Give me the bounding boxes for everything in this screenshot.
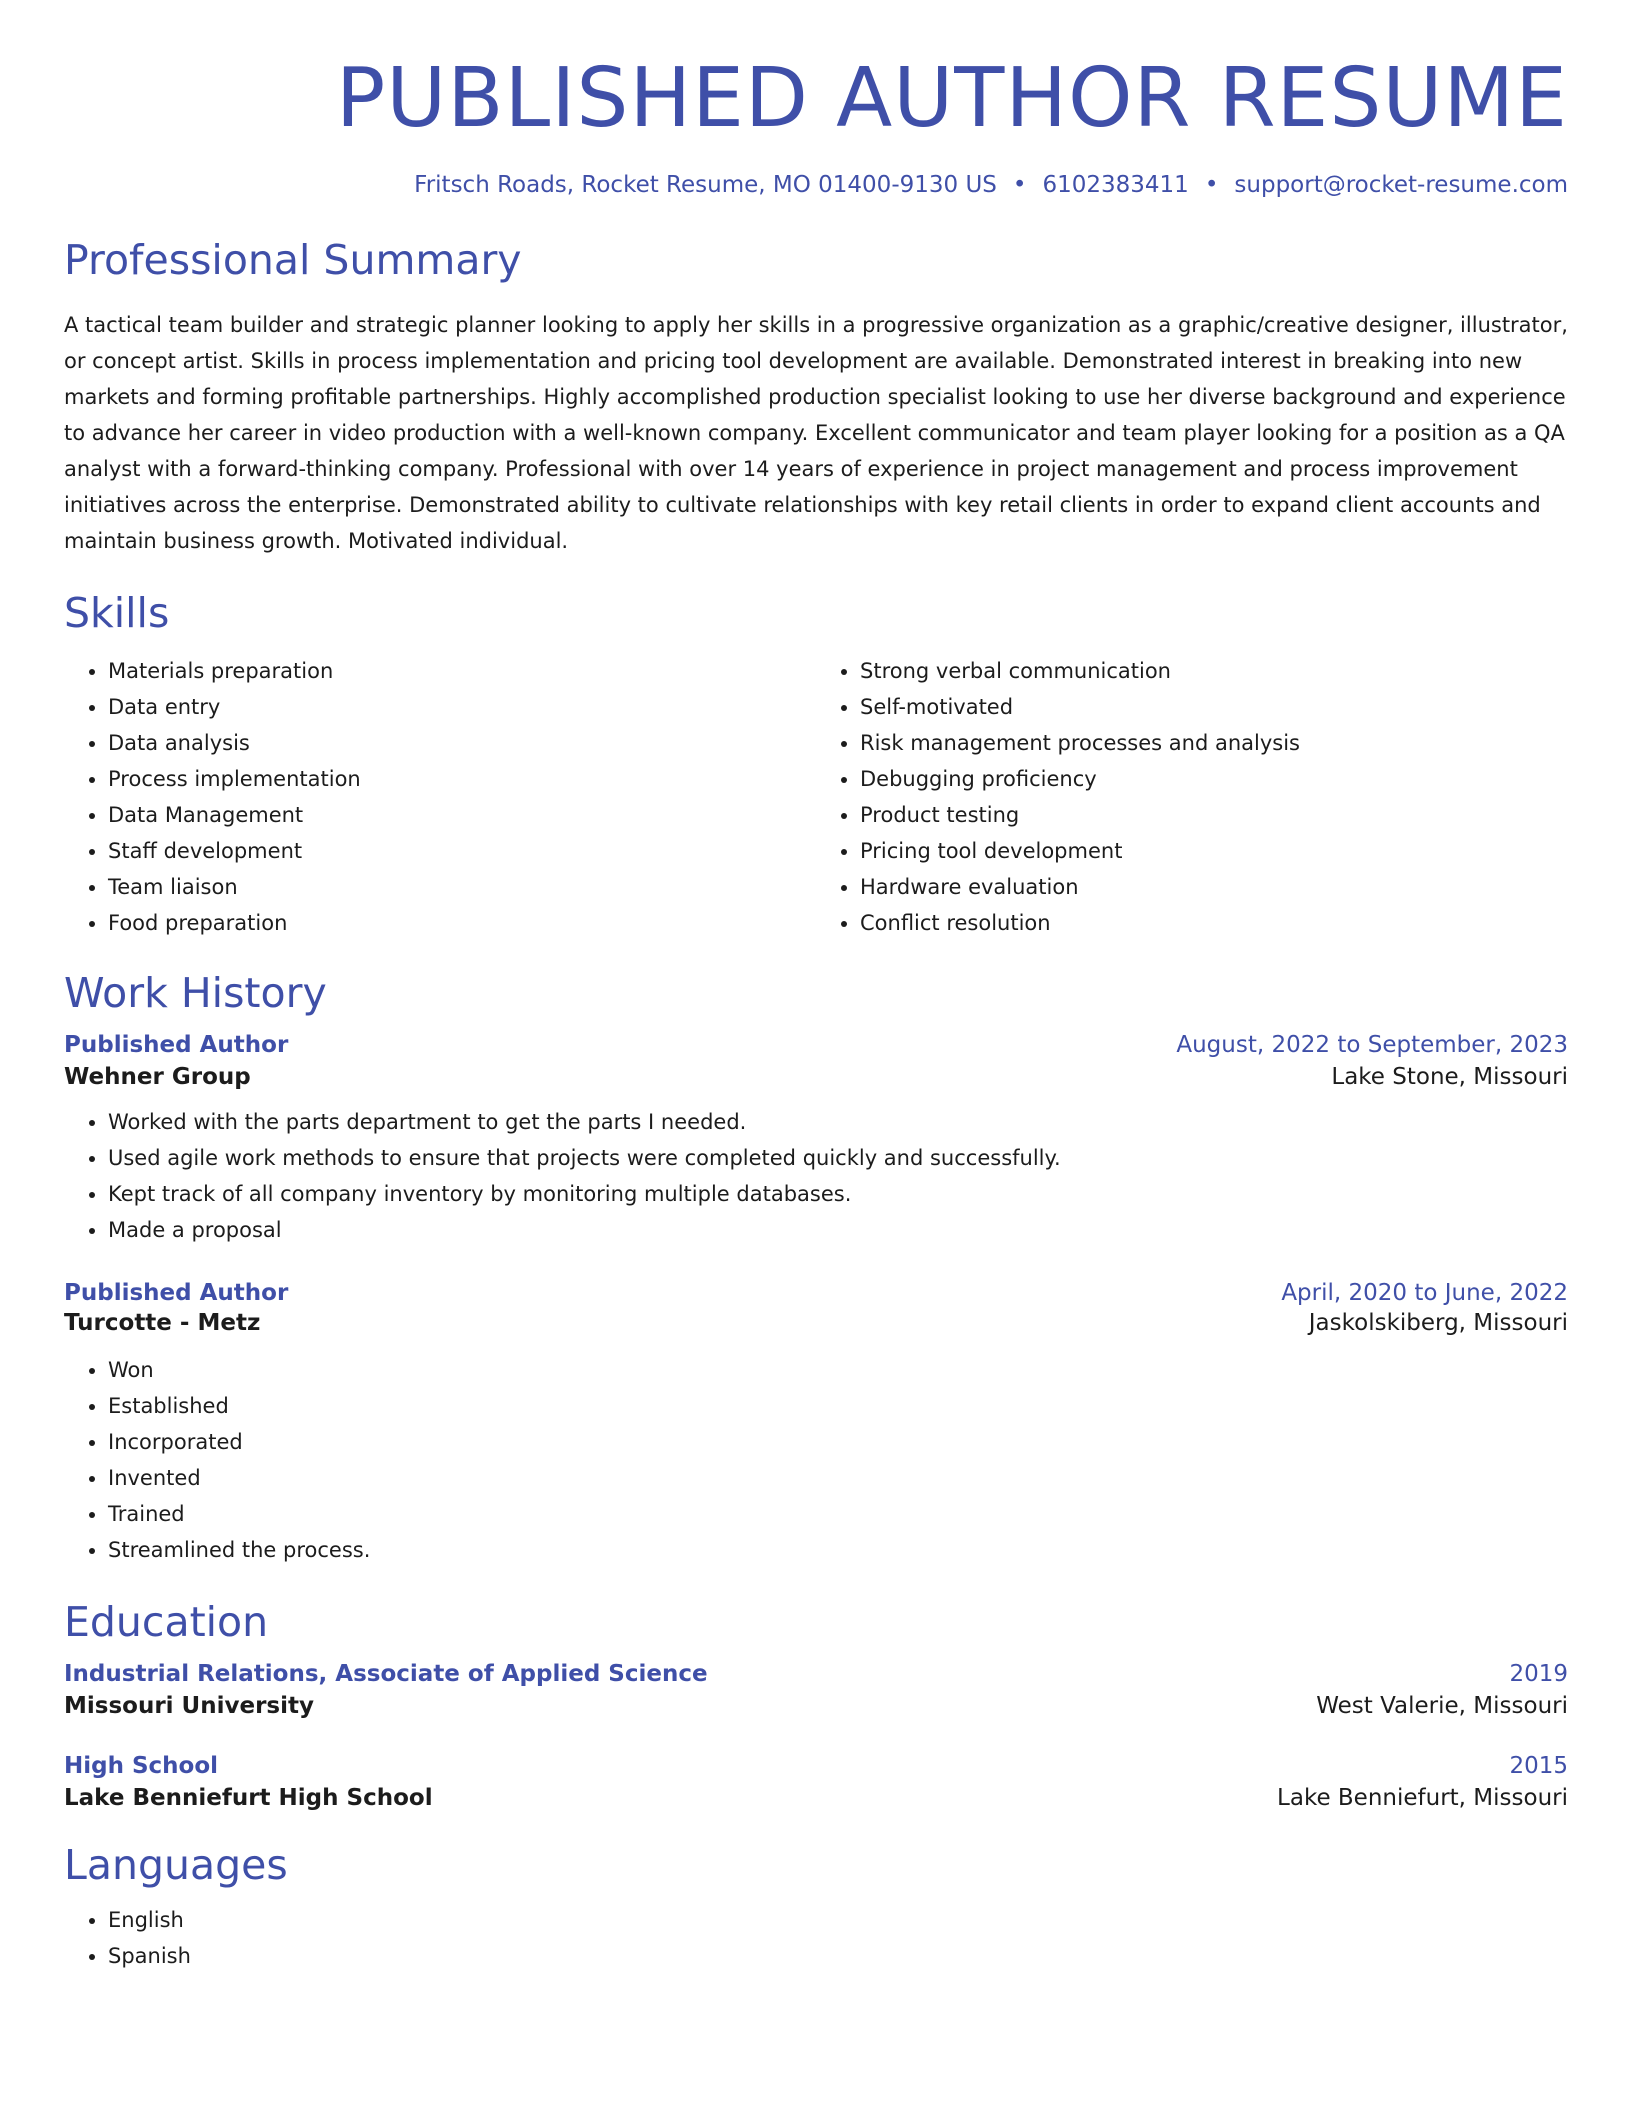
- job-company-row: [64, 1064, 1568, 1090]
- skills-list-right: [816, 653, 1568, 941]
- contact-line: [64, 172, 1568, 198]
- job-company: Turcotte - Metz: [64, 1309, 261, 1336]
- skills-columns: [64, 653, 1568, 941]
- resume-title: PUBLISHED AUTHOR RESUME: [335, 51, 1568, 146]
- job-title: Published Author: [64, 1279, 289, 1306]
- education-school-row: [64, 1693, 1568, 1719]
- contact-separator: •: [1204, 172, 1219, 199]
- language-item: • English: [108, 1902, 1568, 1938]
- education-school: Lake Benniefurt High School: [64, 1784, 433, 1811]
- job-company-row: [64, 1310, 1568, 1336]
- education-year: 2019: [1509, 1660, 1568, 1687]
- work-heading: Work History: [64, 968, 327, 1017]
- job-location: Jaskolskiberg, Missouri: [1308, 1309, 1568, 1336]
- education-degree: Industrial Relations, Associate of Applied Science: [64, 1660, 708, 1687]
- skills-list-left: [64, 653, 816, 941]
- job-bullet: • Incorporated: [108, 1424, 1568, 1460]
- summary-text: A tactical team builder and strategic planner looking to apply her skills in a progressive organization as a graphic/creative designer, illustrator, or concept artist. Skills in process implementation and pricing tool development are available. Demonstrated interest in breaking into new markets and forming profitable partnerships. Highly accomplished production specialist looking to use her diverse background and experience to advance her career in video production with a well-known company. Excellent communicator and team player looking for a position as a QA analyst with a forward-thinking company. Professional with over 14 years of experience in project management and process improvement initiatives across the enterprise. Demonstrated ability to cultivate relationships with key retail clients in order to expand client accounts and maintain business growth. Motivated individual.: [64, 313, 1568, 554]
- skill-item: • Self-motivated: [860, 689, 1568, 725]
- education-header-row: [64, 1753, 1568, 1779]
- job-bullets: [64, 1352, 1568, 1568]
- skill-item: • Strong verbal communication: [860, 653, 1568, 689]
- job-bullet: • Won: [108, 1352, 1568, 1388]
- languages-heading: Languages: [64, 1840, 288, 1889]
- skill-item: • Data entry: [108, 689, 816, 725]
- education-heading: Education: [64, 1597, 269, 1646]
- contact-email[interactable]: support@rocket-resume.com: [1234, 172, 1568, 199]
- education-location: Lake Benniefurt, Missouri: [1277, 1784, 1568, 1811]
- skill-item: • Product testing: [860, 797, 1568, 833]
- job-dates: April, 2020 to June, 2022: [1281, 1279, 1568, 1306]
- job-bullet: • Used agile work methods to ensure that projects were completed quickly and successfully.: [108, 1140, 1568, 1176]
- job-entry: [64, 1280, 1568, 1568]
- job-bullet: • Established: [108, 1388, 1568, 1424]
- skill-item: • Food preparation: [108, 905, 816, 941]
- education-header-row: [64, 1661, 1568, 1687]
- job-company: Wehner Group: [64, 1063, 251, 1090]
- job-header-row: [64, 1280, 1568, 1306]
- job-entry: [64, 1032, 1568, 1248]
- education-school-row: [64, 1785, 1568, 1811]
- education-location: West Valerie, Missouri: [1316, 1692, 1568, 1719]
- job-title: Published Author: [64, 1031, 289, 1058]
- education-school: Missouri University: [64, 1692, 314, 1719]
- job-bullet: • Invented: [108, 1460, 1568, 1496]
- skill-item: • Data Management: [108, 797, 816, 833]
- skill-item: • Risk management processes and analysis: [860, 725, 1568, 761]
- job-bullet: • Trained: [108, 1496, 1568, 1532]
- contact-phone: 6102383411: [1042, 172, 1189, 199]
- skills-heading: Skills: [64, 589, 170, 638]
- summary-heading: Professional Summary: [64, 236, 522, 285]
- skill-item: • Staff development: [108, 833, 816, 869]
- contact-address: Fritsch Roads, Rocket Resume, MO 01400-9130 US: [414, 172, 997, 199]
- contact-separator: •: [1012, 172, 1027, 199]
- education-degree: High School: [64, 1752, 219, 1779]
- job-bullet: • Kept track of all company inventory by monitoring multiple databases.: [108, 1176, 1568, 1212]
- job-bullets: [64, 1104, 1568, 1248]
- job-dates: August, 2022 to September, 2023: [1176, 1031, 1568, 1058]
- languages-list: [64, 1902, 1568, 1974]
- education-year: 2015: [1509, 1752, 1568, 1779]
- education-entry: [64, 1753, 1568, 1811]
- job-bullet: • Made a proposal: [108, 1212, 1568, 1248]
- skill-item: • Materials preparation: [108, 653, 816, 689]
- skill-item: • Process implementation: [108, 761, 816, 797]
- job-bullet: • Worked with the parts department to get the parts I needed.: [108, 1104, 1568, 1140]
- job-header-row: [64, 1032, 1568, 1058]
- education-entry: [64, 1661, 1568, 1719]
- job-bullet: • Streamlined the process.: [108, 1532, 1568, 1568]
- language-item: • Spanish: [108, 1938, 1568, 1974]
- skill-item: • Pricing tool development: [860, 833, 1568, 869]
- skill-item: • Team liaison: [108, 869, 816, 905]
- skill-item: • Debugging proficiency: [860, 761, 1568, 797]
- skill-item: • Hardware evaluation: [860, 869, 1568, 905]
- job-location: Lake Stone, Missouri: [1331, 1063, 1568, 1090]
- skill-item: • Data analysis: [108, 725, 816, 761]
- skill-item: • Conflict resolution: [860, 905, 1568, 941]
